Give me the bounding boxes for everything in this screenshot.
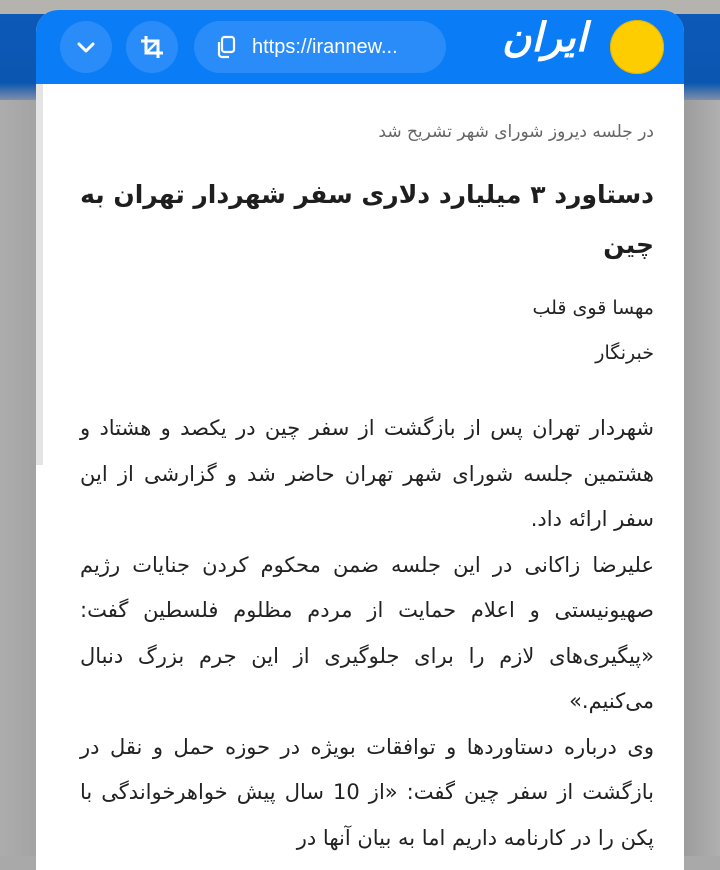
preview-card [36,10,684,870]
article-author: مهسا قوی قلب [532,297,654,319]
url-text: https://irannew... [252,35,398,58]
url-pill[interactable] [194,21,446,73]
chevron-down-icon [74,35,98,59]
crop-icon [138,33,166,61]
article-paragraph: علیرضا زاکانی در این جلسه ضمن محکوم کردن جنایات رژیم صهیونیستی و اعلام حمایت از مردم مظلوم فلسطین گفت: «پیگیری‌های لازم را برای جلوگیری از این جرم بزرگ دنبال می‌کنیم.» [80,552,654,713]
site-logo-sun-icon [610,20,664,74]
preview-header [36,10,684,84]
site-logo-text: ایران [502,14,587,61]
article-lead: در جلسه دیروز شورای شهر تشریح شد [378,122,654,142]
crop-button[interactable] [126,21,178,73]
background-dim-right [684,100,720,856]
article-paragraph: وی درباره دستاوردها و توافقات بویژه در حوزه حمل و نقل در بازگشت از سفر چین گفت: «از 10 سال پیش خواهرخواندگی با پکن را در کارنامه داریم اما به بیان آنها در [80,734,655,850]
collapse-button[interactable] [60,21,112,73]
article-author-role: خبرنگار [595,342,654,364]
article-title: دستاورد ۳ میلیارد دلاری سفر شهردار تهران به چین [80,180,654,259]
side-strip [36,84,43,465]
background-dim-left [0,100,36,856]
article-paragraph: شهردار تهران پس از بازگشت از سفر چین در یکصد و هشتاد و هشتمین جلسه شورای شهر تهران حاضر شد و گزارشی از این سفر ارائه داد. [80,416,654,531]
copy-icon [214,35,238,59]
article-body [80,406,654,861]
